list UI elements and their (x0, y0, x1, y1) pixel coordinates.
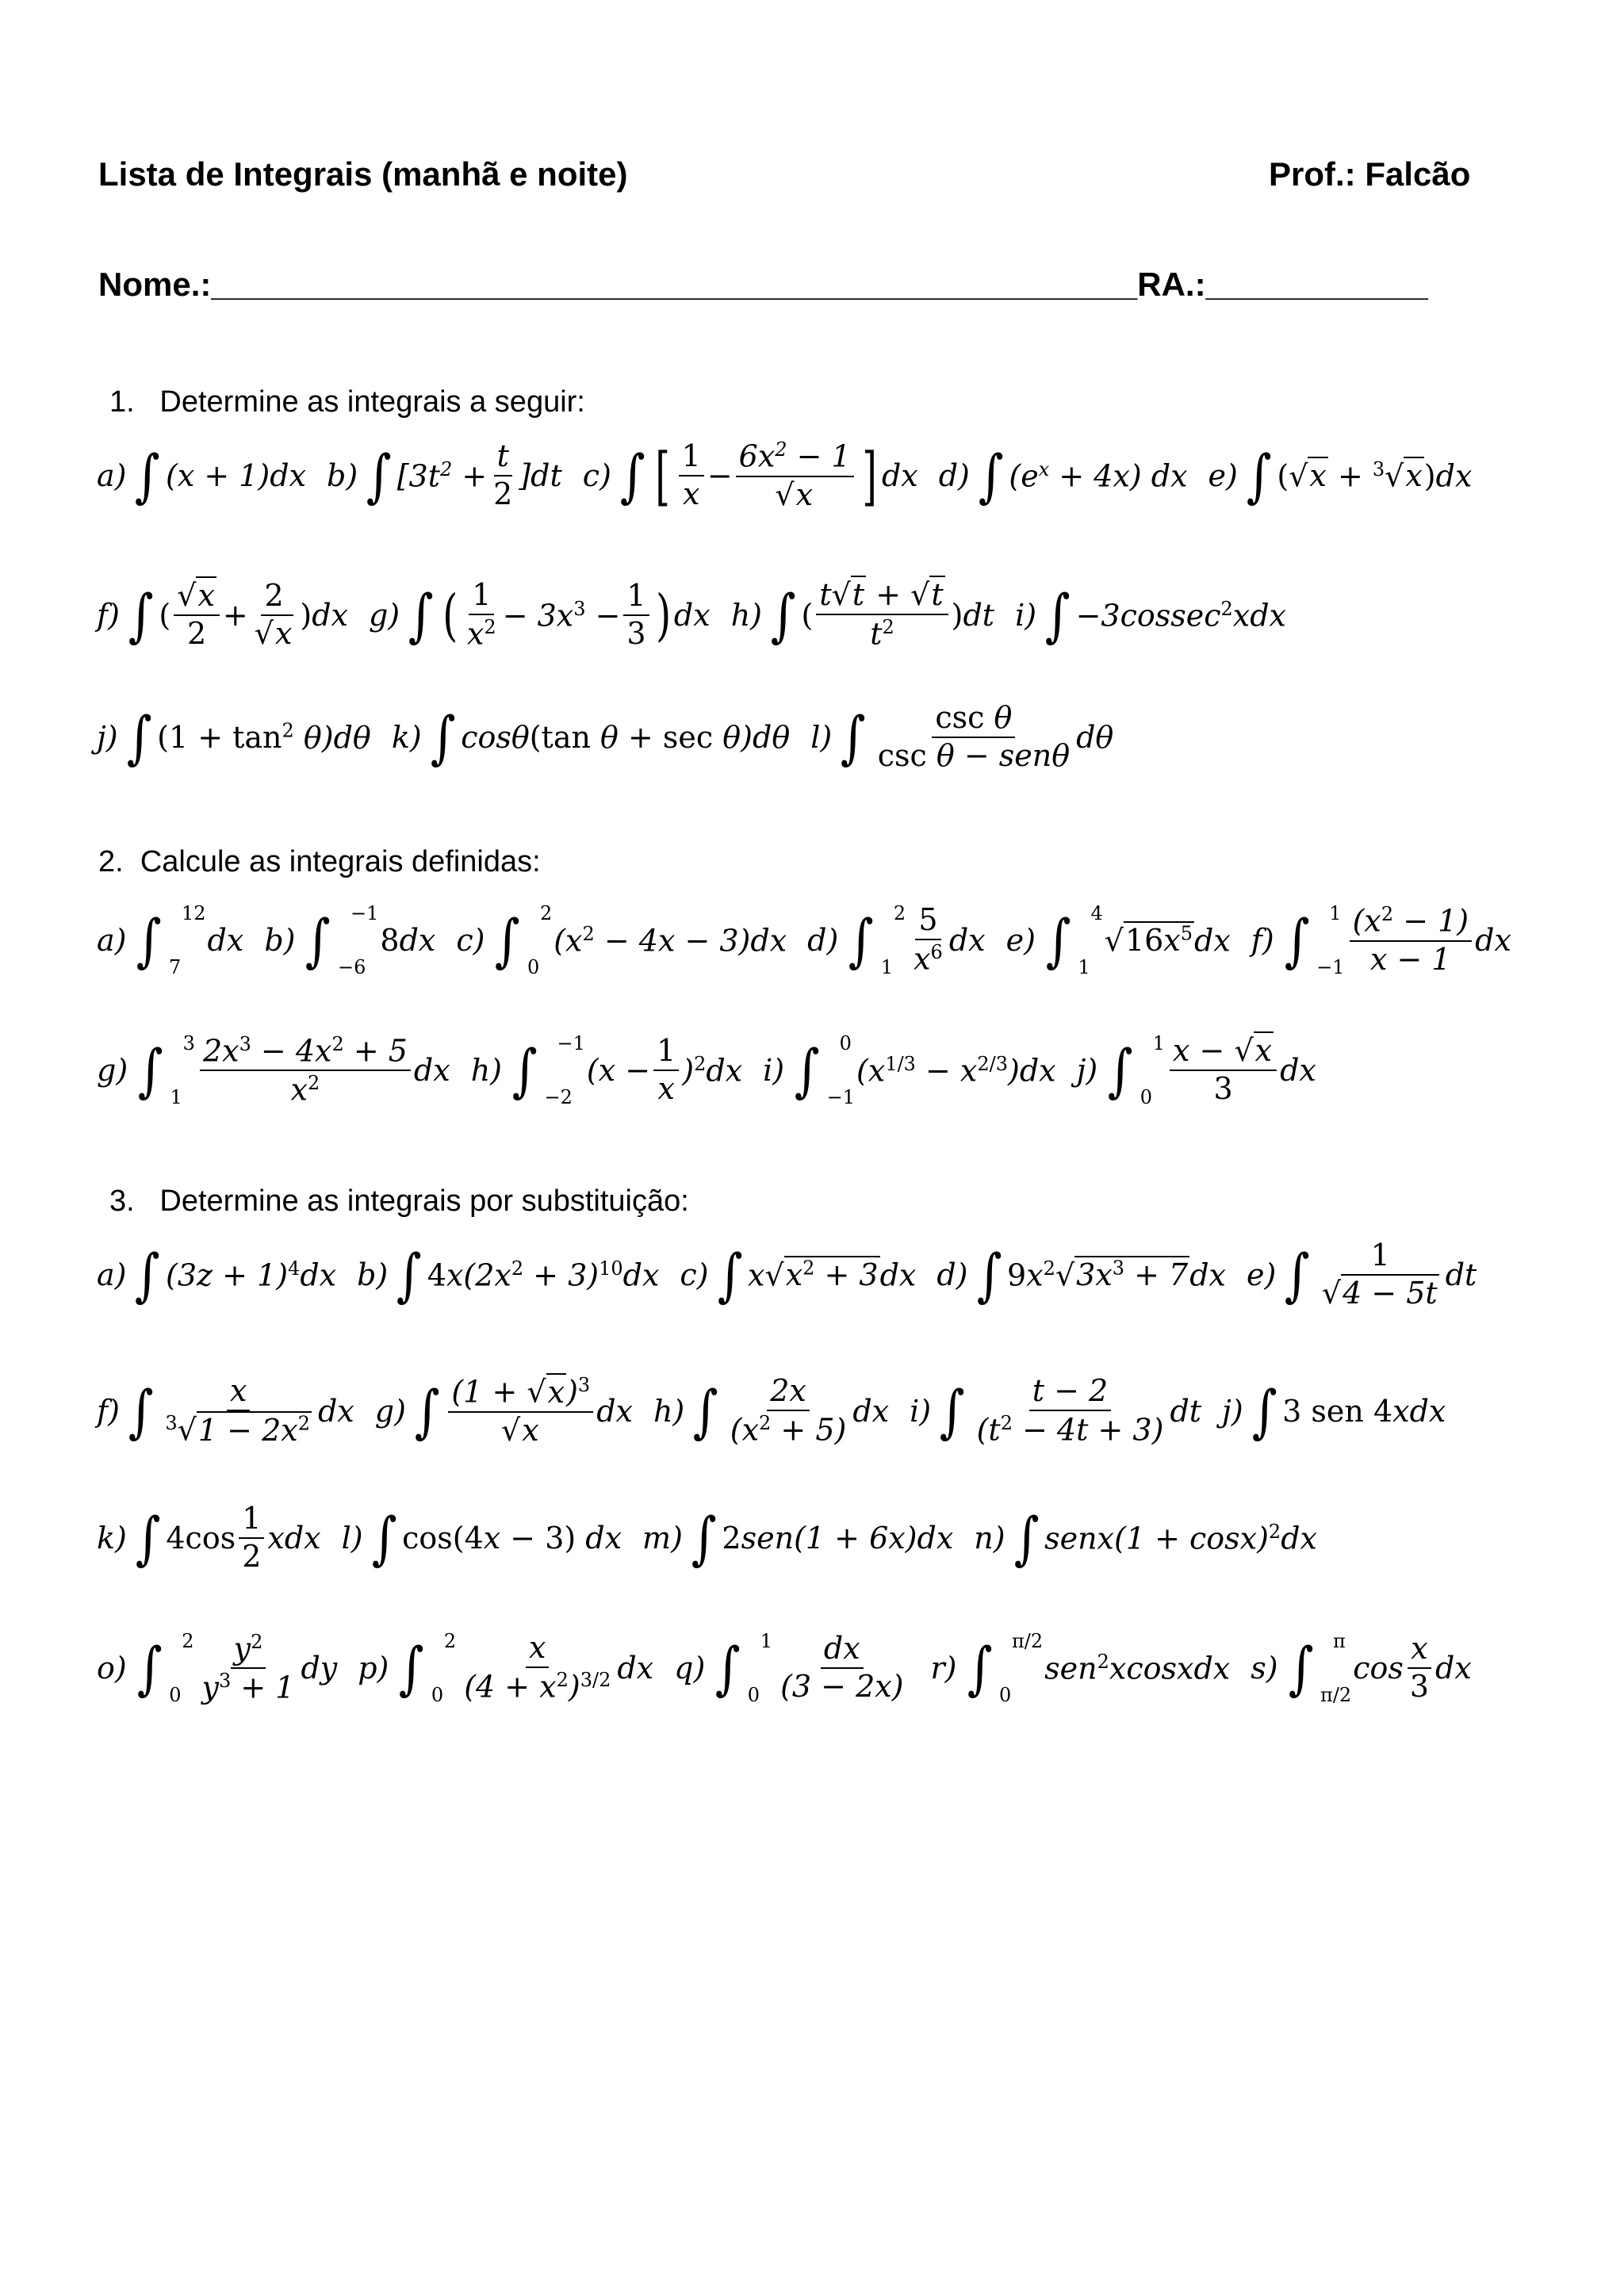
section-1-row-1: a) ∫ (x + 1)dx b) ∫ [$3t^2$ + $\frac{t}{2}$ ]dt c) ∫ [ $\frac{1}{x}$ − $\frac{6x^2 - 1}{√x}$ ] dx d) ∫ $(e^x + 4x)$ dx e) ∫ (√x + $^3$√x)dx (97, 438, 1473, 513)
section-3-row-1: a) ∫ $(3z + 1)^4dx$ b) ∫ $4x(2x^2 + 3)^{10}dx$ c) ∫ $x√x^2 + 3dx$ d) ∫ $9x^2√3x^3 + 7dx$ e) ∫ $\frac{1}{√4 - 5t}$ dt (97, 1238, 1477, 1311)
section-1-row-3: j) ∫ $(1 + \tan^2 \theta)d\theta$ k) ∫ cosθ(tan θ + sec θ)dθ l) ∫ $\frac{\text{csc θ}}{\text{csc θ − senθ}}$ dθ (97, 700, 1114, 773)
section-2-row-1: a) ∫ 12 7 dx b) ∫ −1 −6 8dx c) ∫ 2 0 $(x^2 - 4x - 3)dx$ d) ∫ 2 1 $\frac{5}{x^6}$ dx e) ∫ 4 1 $√16x^5dx$ f) ∫ 1 −1 $\frac{(x^2 - 1)}{x - 1}$ dx (97, 902, 1511, 978)
professor-name: Prof.: Falcão (1269, 155, 1471, 193)
page-title: Lista de Integrais (manhã e noite) (98, 155, 628, 193)
section-1-title: 1. Determine as integrais a seguir: (109, 385, 585, 419)
section-3-row-2: f) ∫ $\frac{x}{^3√1 - 2x^2}$ dx g) ∫ $\frac{(1 + √x)^3}{√x}$ dx h) ∫ $\frac{2x}{(x^2 + 5)}$ dx i) ∫ $\frac{t - 2}{(t^2 - 4t + 3)}$ dt j) ∫ 3 sen 4xdx (97, 1373, 1446, 1448)
section-3-row-4: o) ∫ 2 0 $\frac{y^2}{y^3 + 1}$ dy p) ∫ 2 0 $\frac{x}{(4 + x^2)^{3/2}}$ dx q) ∫ 1 0 $\frac{dx}{(3 - 2x)}$ r) ∫ π/2 0 sen$^2$xcosxdx s) ∫ π π/2 cos $\frac{x}{3}$ dx (97, 1630, 1472, 1706)
name-ra-field[interactable]: Nome.:__________________________________________________RA.:____________ (98, 266, 1428, 303)
section-3-title: 3. Determine as integrais por substituição: (109, 1184, 689, 1218)
section-2-row-2: g) ∫ 3 1 $\frac{2x^3 - 4x^2 + 5}{x^2}$ dx h) ∫ −1 −2 (x − $\frac{1}{x}$ )$^2$dx i) ∫ 0 −1 $(x^{1/3} - x^{2/3})dx$ j) ∫ 1 0 $\frac{x - √x}{3}$ dx (97, 1032, 1316, 1108)
section-2-title: 2. Calcule as integrais definidas: (98, 845, 541, 878)
section-1-row-2: f) ∫ ( $\frac{√x}{2}$ + $\frac{2}{√x}$ )dx g) ∫ ( $\frac{1}{x^2}$ − $3x^3$ − $\frac{1}{3}$ ) dx h) ∫ ( $\frac{t√t + √t}{t^2}$ )dt i) ∫ −3cossec$^2$xdx (97, 577, 1286, 652)
section-3-row-3: k) ∫ 4cos $\frac{1}{2}$ xdx l) ∫ cos(4x − 3) dx m) ∫ 2sen(1 + 6x)dx n) ∫ senx(1 + cosx)$^2$dx (97, 1501, 1317, 1574)
